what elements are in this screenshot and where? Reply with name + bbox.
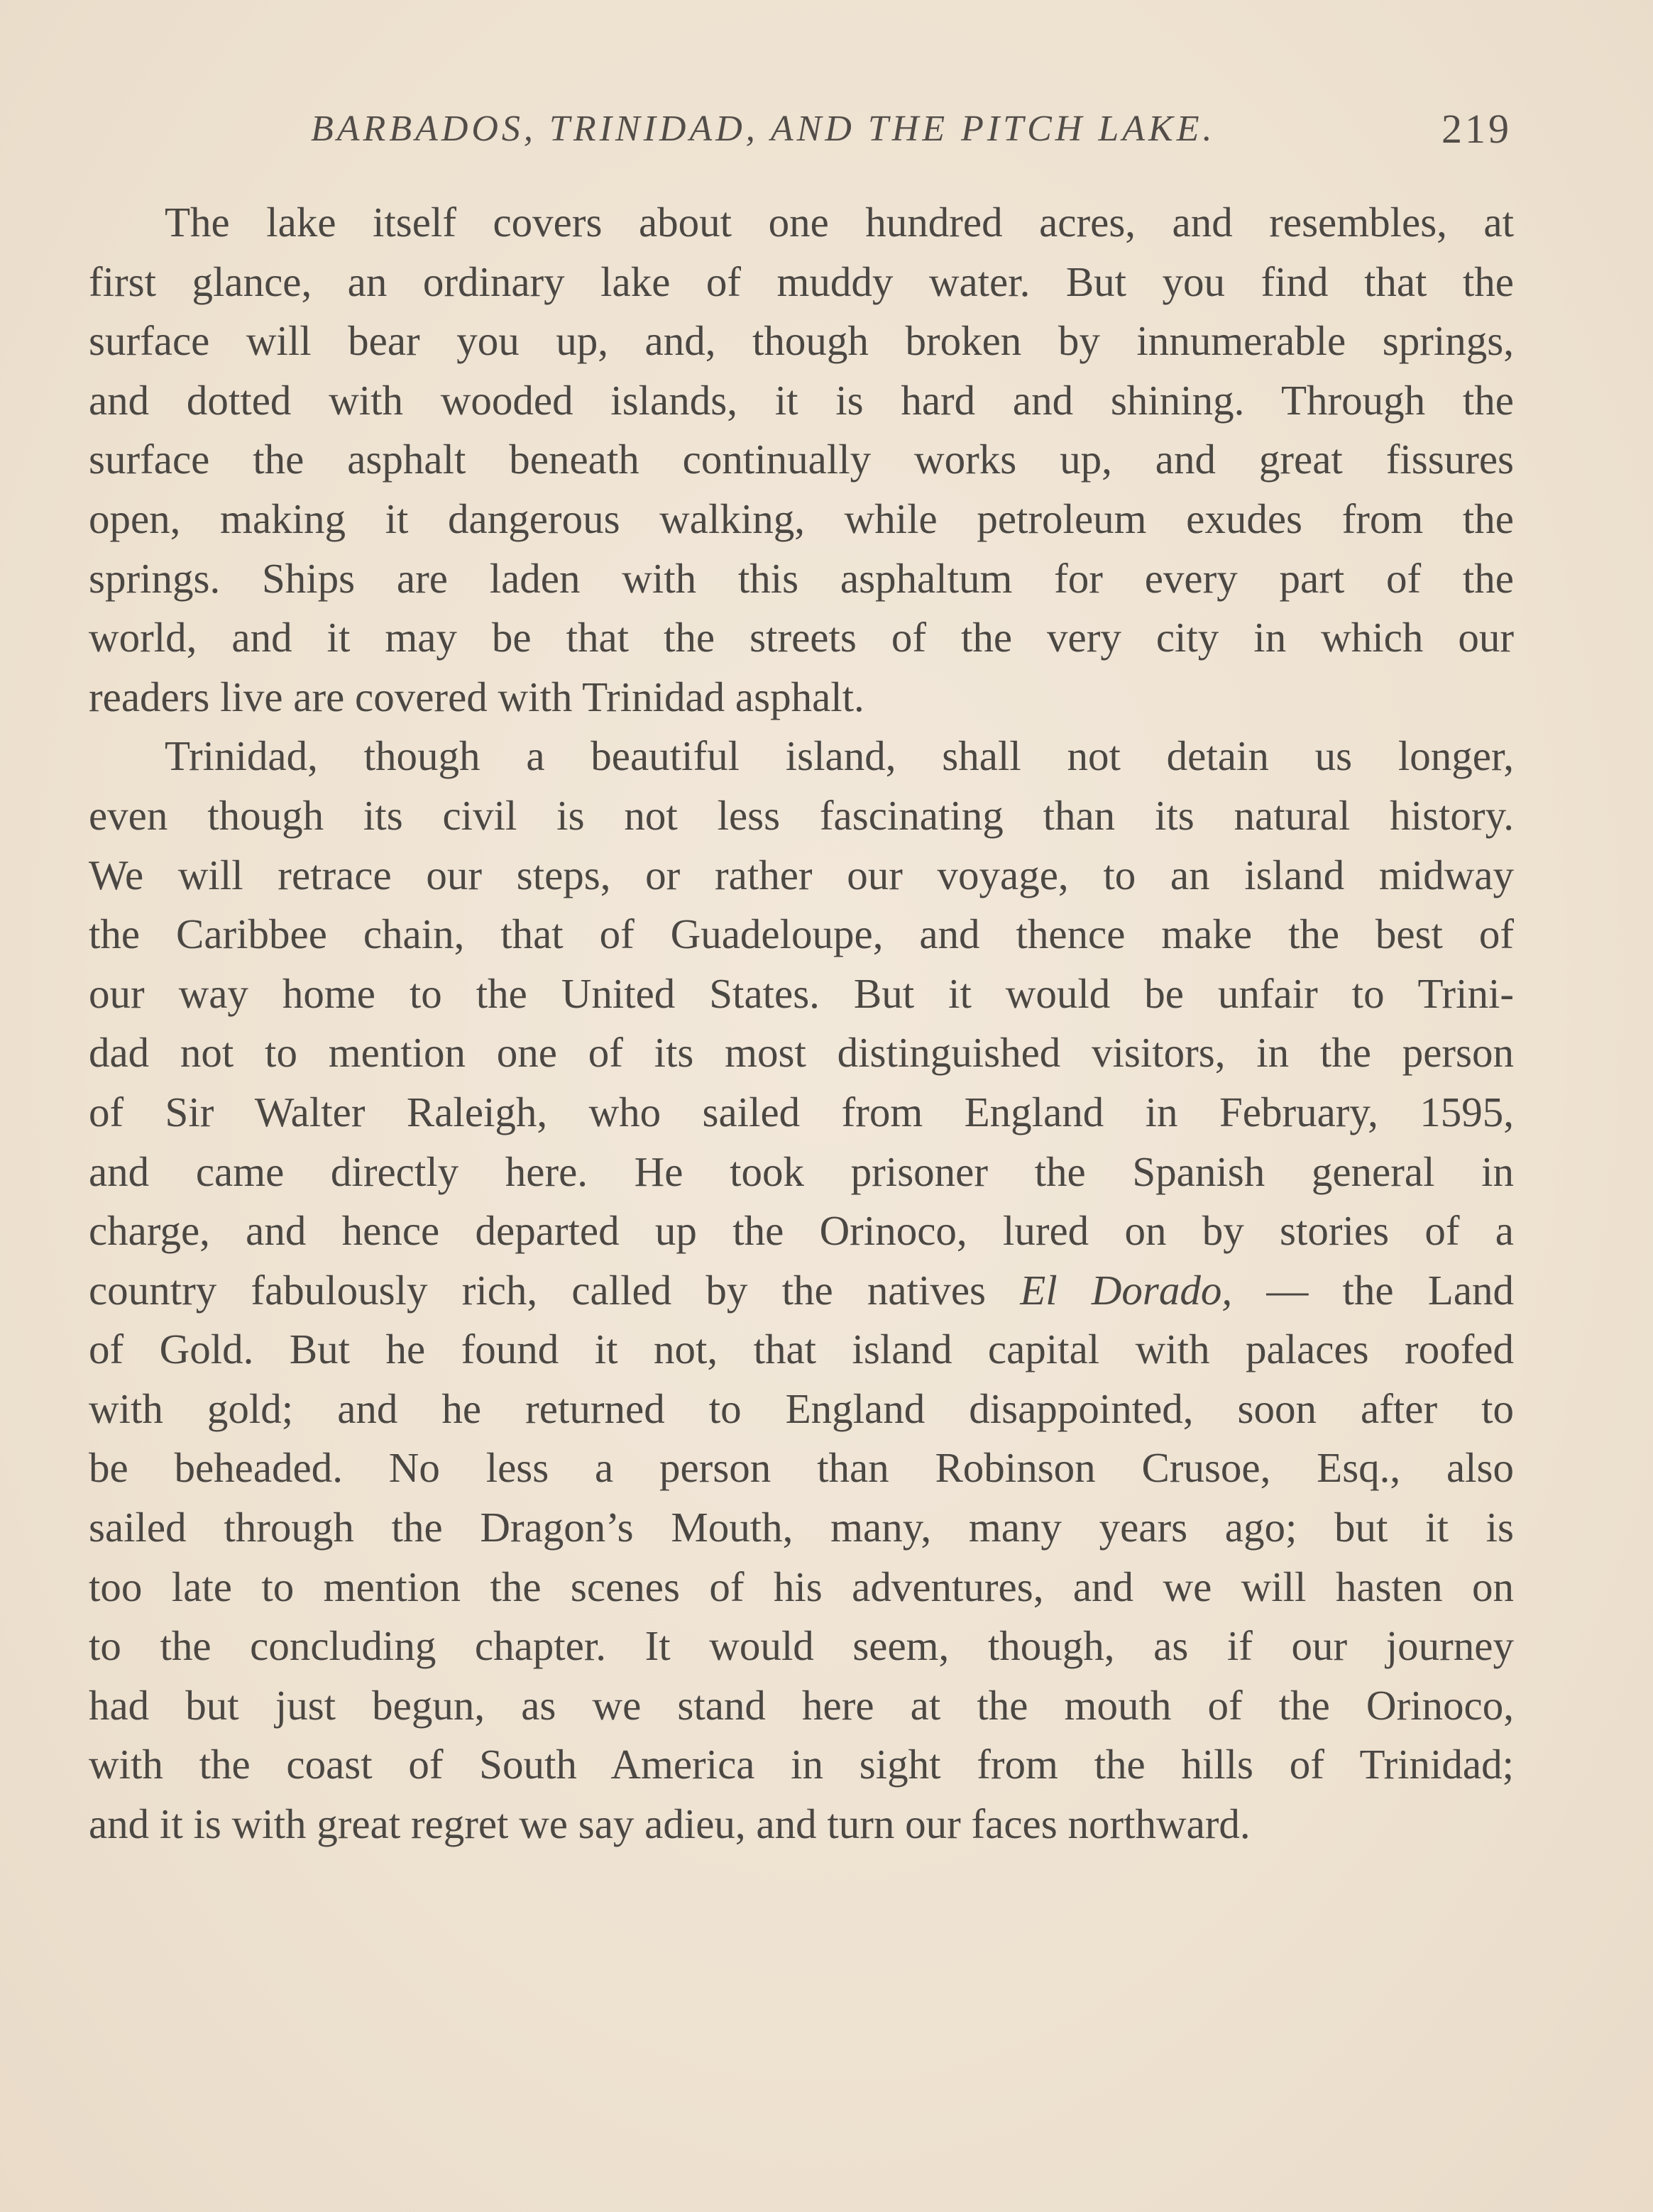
text-line: charge, and hence departed up the Orinoco, lured on by stories of a [89,1207,1514,1255]
text-line: of Gold. But he found it not, that island capital with palaces roofed [89,1326,1514,1373]
text-line: even though its civil is not less fascinating than its natural history. [89,791,1514,839]
text-line: too late to mention the scenes of his adventures, and we will hasten on [89,1563,1514,1610]
text-line: dad not to mention one of its most distinguished visitors, in the person [89,1029,1514,1077]
text-line: had but just begun, as we stand here at the mouth of the Orinoco, [89,1681,1514,1729]
text-line: surface will bear you up, and, though broken by innumerable springs, [89,317,1514,365]
text-line-el-dorado [89,1261,1514,1321]
running-title: BARBADOS, TRINIDAD, AND THE PITCH LAKE. [311,109,1216,149]
text-line: our way home to the United States. But it would be unfair to Trini- [89,969,1514,1017]
text-line: and it is with great regret we say adieu, and turn our faces northward. [89,1800,1251,1848]
text-line: The lake itself covers about one hundred acres, and resembles, at [165,199,1514,246]
text-line: of Sir Walter Raleigh, who sailed from England in February, 1595, [89,1088,1514,1135]
text-line: world, and it may be that the streets of the very city in which our [89,614,1514,661]
text-line: open, making it dangerous walking, while petroleum exudes from the [89,495,1514,542]
text-line: with gold; and he returned to England disappointed, soon after to [89,1385,1514,1432]
text-line: springs. Ships are laden with this asphaltum for every part of the [89,554,1514,602]
text-segment: — the Land [1232,1266,1514,1314]
text-line: first glance, an ordinary lake of muddy water. But you find that the [89,258,1514,305]
text-line: surface the asphalt beneath continually works up, and great fissures [89,436,1514,483]
text-line: with the coast of South America in sight from the hills of Trinidad; [89,1741,1514,1788]
text-line: readers live are covered with Trinidad asphalt. [89,673,864,720]
text-line: the Caribbee chain, that of Guadeloupe, and thence make the best of [89,910,1514,958]
page-number: 219 [1441,106,1512,152]
running-head [85,108,1512,165]
text-line: and came directly here. He took prisoner the Spanish general in [89,1148,1514,1195]
italic-phrase: El Dorado, [1020,1266,1233,1314]
body-text [89,193,1514,1854]
text-line: and dotted with wooded islands, it is hard and shining. Through the [89,376,1514,424]
text-line: to the concluding chapter. It would seem, though, as if our journey [89,1622,1514,1670]
text-line: Trinidad, though a beautiful island, shall not detain us longer, [165,732,1514,780]
text-line: We will retrace our steps, or rather our voyage, to an island midway [89,851,1514,898]
text-line: be beheaded. No less a person than Robinson Crusoe, Esq., also [89,1444,1514,1492]
text-segment: country fabulously rich, called by the natives [89,1266,986,1314]
text-line: sailed through the Dragon’s Mouth, many, many years ago; but it is [89,1504,1514,1551]
